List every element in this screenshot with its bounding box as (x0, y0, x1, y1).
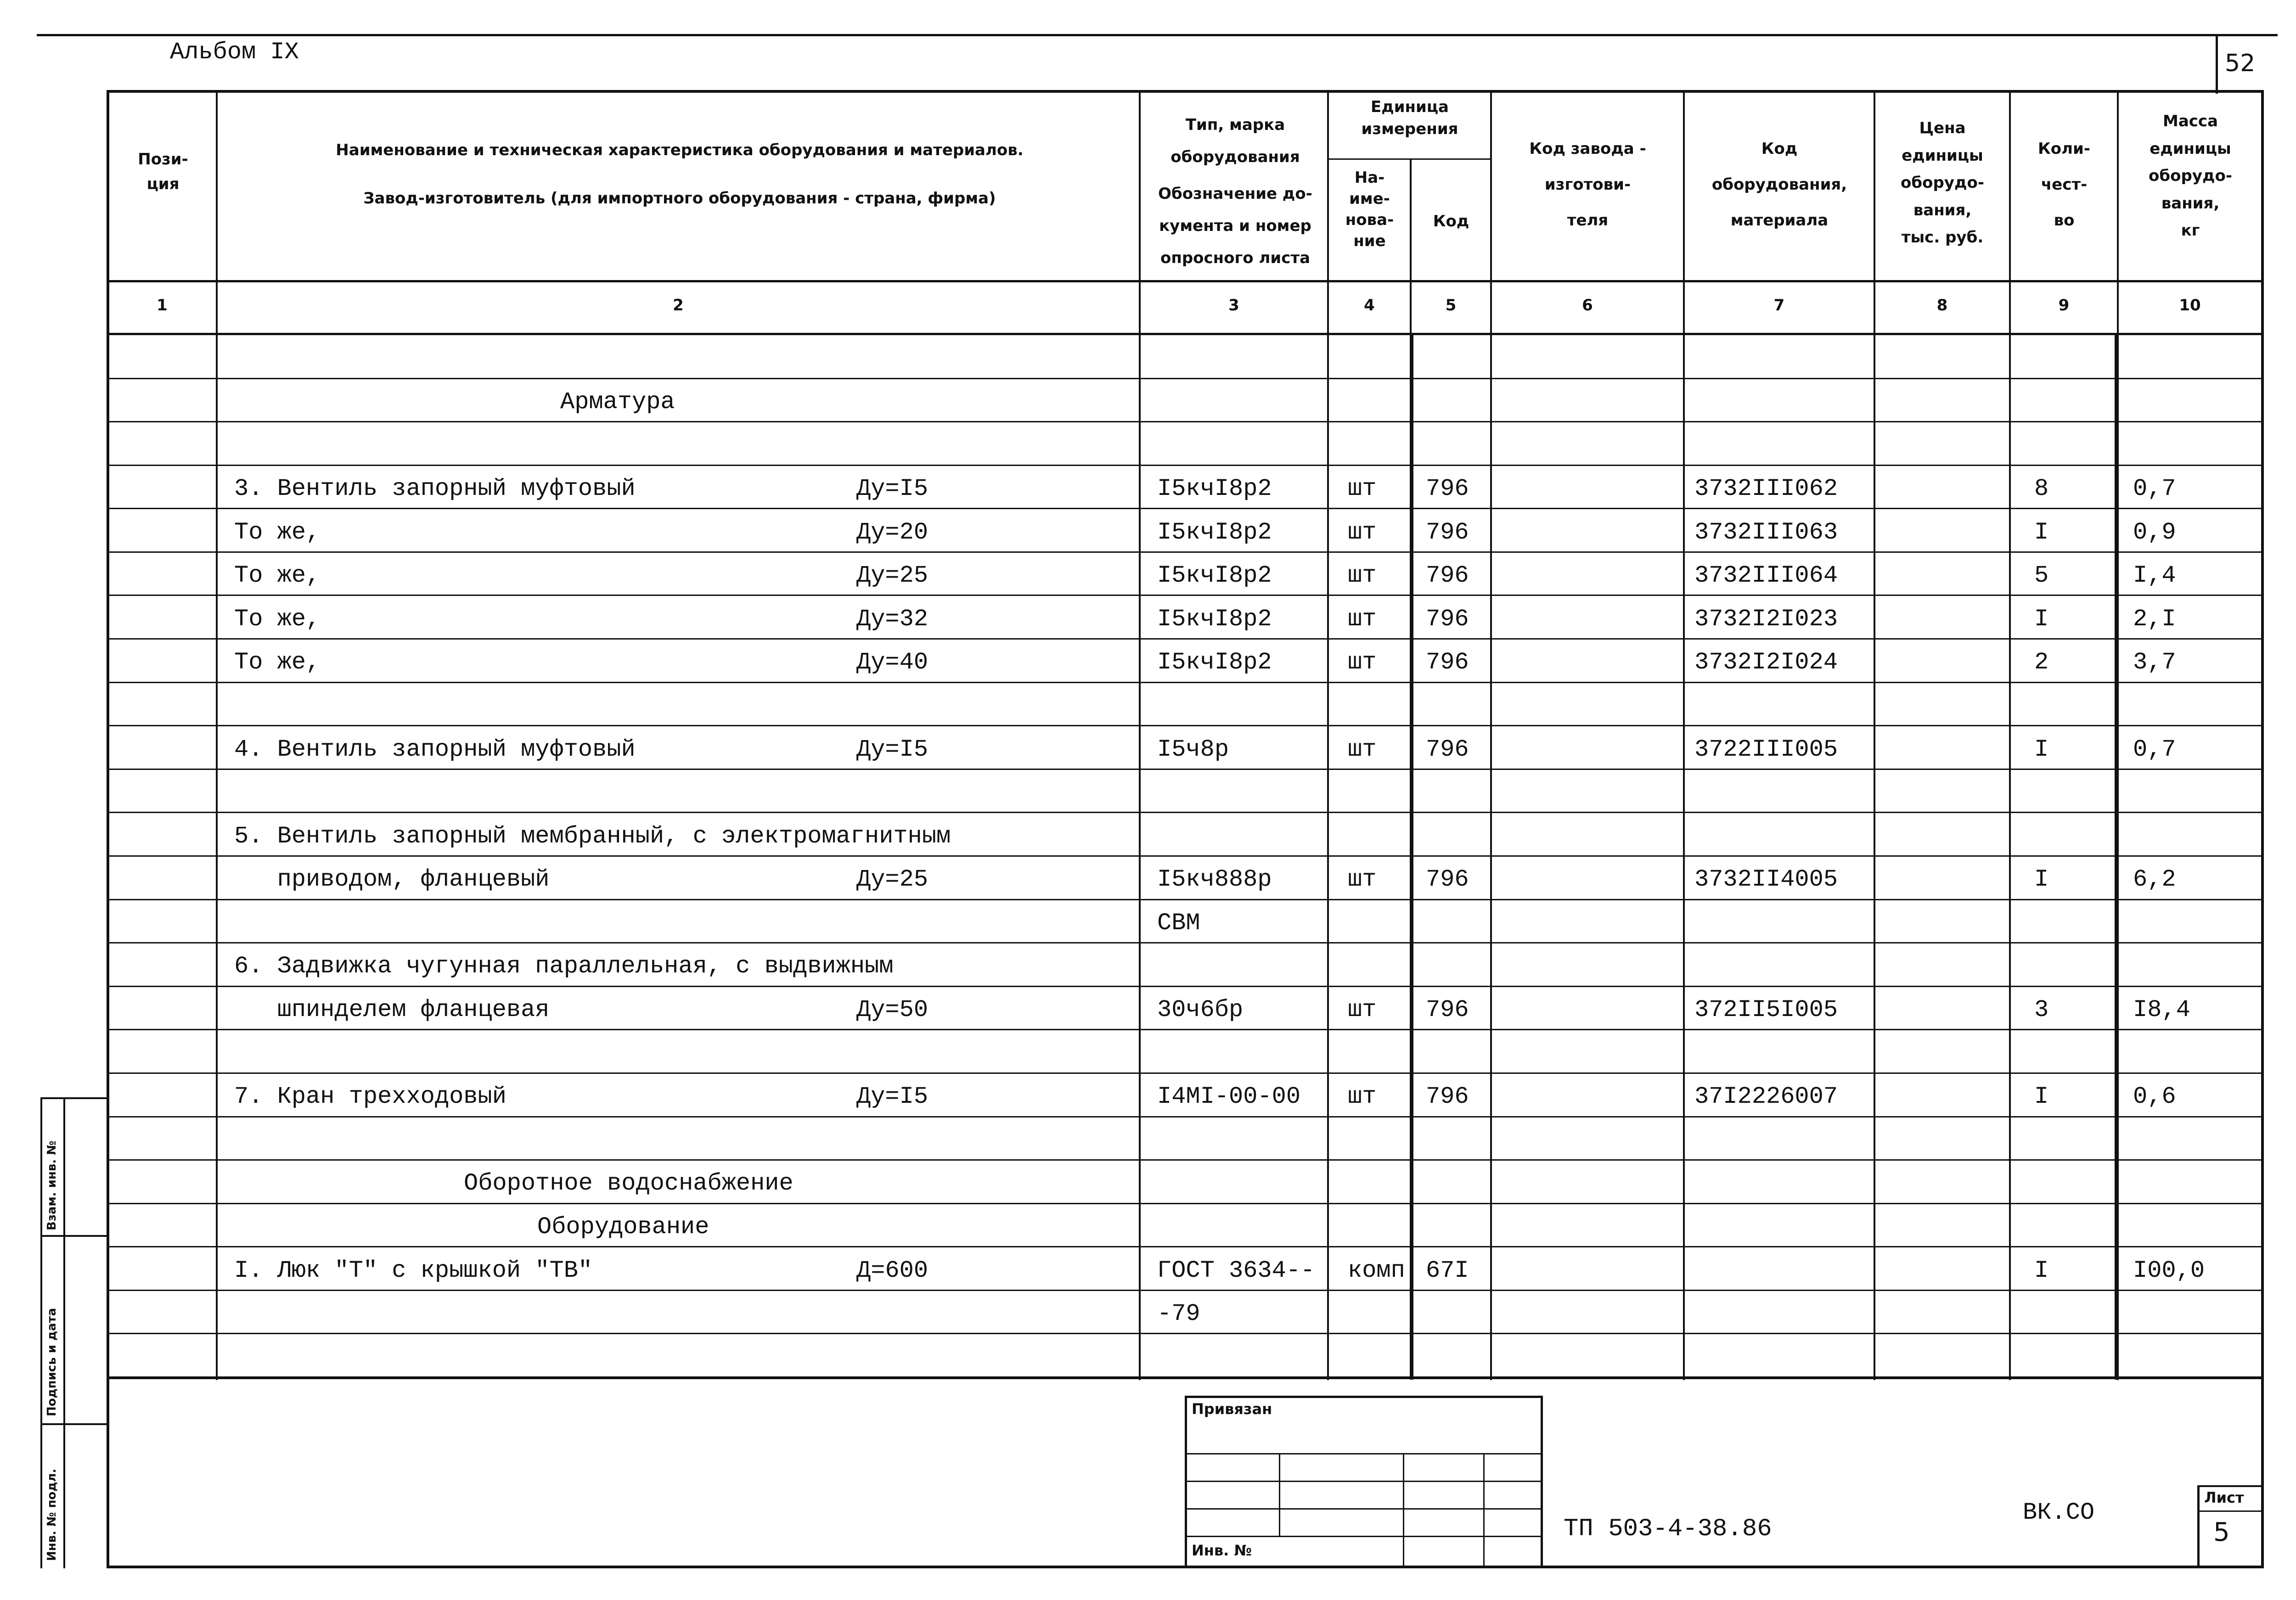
side-label-podpis: Подпись и дата (45, 1308, 59, 1416)
stamp-privyazan: Привязан (1192, 1400, 1272, 1418)
cell-qty: I (2034, 866, 2049, 893)
cell-code: 796 (1426, 649, 1469, 676)
cell-du: Ду=I5 (856, 475, 929, 502)
col-divider-6 (1683, 90, 1685, 1380)
cell-qty: I (2034, 1257, 2049, 1284)
cell-eq-code: 3732III063 (1694, 519, 1838, 546)
cell-du: Ду=I5 (856, 736, 929, 763)
cell-name: 3. Вентиль запорный муфтовый (234, 475, 636, 502)
col-divider-1 (216, 90, 218, 1380)
cell-du: Ду=25 (856, 562, 929, 589)
row-rule (107, 769, 2264, 770)
cell-mass: 0,7 (2133, 736, 2176, 763)
cell-unit: шт (1348, 649, 1377, 676)
sheet-number: 5 (2213, 1517, 2230, 1547)
header-name-line1: Наименование и техническая характеристика оборудования и материалов. (336, 141, 1024, 159)
cell-unit: шт (1348, 866, 1377, 893)
cell-du: Ду=32 (856, 606, 929, 633)
side-strip-div2 (40, 1423, 107, 1425)
cell-eq-code: 3732I2I024 (1694, 649, 1838, 676)
header-type-1: Тип, марка (1185, 116, 1285, 134)
cell-eq-code: 3732II4005 (1694, 866, 1838, 893)
colnum-1: 1 (157, 296, 168, 314)
row-rule (107, 551, 2264, 553)
row-rule (107, 1246, 2264, 1247)
row-rule (107, 942, 2264, 943)
stamp-row1 (1185, 1453, 1543, 1454)
cell-name: Арматура (560, 388, 675, 415)
cell-qty: I (2034, 736, 2049, 763)
cell-unit: шт (1348, 1083, 1377, 1110)
header-unit-code: Код (1433, 212, 1469, 230)
colnum-bottom (107, 333, 2264, 335)
cell-mass: 2,I (2133, 606, 2176, 633)
cell-qty: 5 (2034, 562, 2049, 589)
cell-code: 796 (1426, 475, 1469, 502)
cell-name: То же, (234, 519, 321, 546)
row-rule (107, 725, 2264, 726)
header-quantity: Коли- чест- во (2038, 140, 2090, 230)
cell-du: Ду=I5 (856, 1083, 929, 1110)
header-position: Пози- ция (138, 150, 188, 194)
row-rule (107, 855, 2264, 857)
page-number-divider (2216, 34, 2218, 94)
cell-type: I5кчI8р2 (1157, 475, 1272, 502)
cell-code: 796 (1426, 1083, 1469, 1110)
cell-qty: 2 (2034, 649, 2049, 676)
cell-unit: шт (1348, 606, 1377, 633)
sheet-box-left (2197, 1485, 2200, 1568)
cell-eq-code: 3732I2I023 (1694, 606, 1838, 633)
row-rule (107, 595, 2264, 596)
cell-eq-code: 372II5I005 (1694, 996, 1838, 1023)
stamp-row4 (1185, 1536, 1543, 1537)
doc-mark: ВК.СО (2023, 1499, 2095, 1526)
cell-unit: шт (1348, 475, 1377, 502)
cell-qty: 3 (2034, 996, 2049, 1023)
cell-mass: 6,2 (2133, 866, 2176, 893)
cell-code: 796 (1426, 606, 1469, 633)
cell-name: То же, (234, 606, 321, 633)
row-rule (107, 1290, 2264, 1291)
cell-name: 6. Задвижка чугунная параллельная, с выдвижным (234, 953, 894, 980)
cell-code: 67I (1426, 1257, 1469, 1284)
row-rule (107, 1203, 2264, 1204)
stamp-row2 (1185, 1481, 1543, 1482)
cell-mass: 3,7 (2133, 649, 2176, 676)
cell-name: То же, (234, 649, 321, 676)
colnum-7: 7 (1773, 296, 1785, 314)
cell-code: 796 (1426, 866, 1469, 893)
stamp-row3 (1185, 1508, 1543, 1510)
unit-group-divider (1327, 158, 1492, 160)
right-border (2261, 90, 2264, 1568)
stamp-inv-no: Инв. № (1192, 1542, 1252, 1559)
cell-mass: 0,9 (2133, 519, 2176, 546)
row-rule (107, 986, 2264, 987)
cell-unit: шт (1348, 736, 1377, 763)
row-rule (107, 421, 2264, 422)
header-type-4: кумента и номер (1159, 217, 1311, 235)
header-mass: Масса единицы оборудо- вания, кг (2149, 112, 2232, 240)
cell-unit: шт (1348, 996, 1377, 1023)
col-divider-3 (1327, 90, 1329, 1380)
row-rule (107, 508, 2264, 509)
row-rule (107, 378, 2264, 379)
cell-type: I5ч8р (1157, 736, 1229, 763)
header-unit-group: Единица измерения (1361, 98, 1458, 138)
row-rule (107, 465, 2264, 466)
row-rule (107, 1333, 2264, 1334)
cell-name: То же, (234, 562, 321, 589)
colnum-3: 3 (1228, 296, 1239, 314)
cell-du: Ду=50 (856, 996, 929, 1023)
cell-mass: I,4 (2133, 562, 2176, 589)
col-divider-8 (2009, 90, 2011, 1380)
colnum-6: 6 (1582, 296, 1593, 314)
cell-type: I5кчI8р2 (1157, 606, 1272, 633)
cell-qty: I (2034, 1083, 2049, 1110)
row-rule (107, 812, 2264, 813)
row-rule (107, 638, 2264, 640)
cell-eq-code: 3722III005 (1694, 736, 1838, 763)
header-equipment-code: Код оборудования, материала (1711, 140, 1847, 230)
cell-du: Ду=25 (856, 866, 929, 893)
header-price: Цена единицы оборудо- вания, тыс. руб. (1901, 119, 1984, 247)
cell-mass: 0,7 (2133, 475, 2176, 502)
cell-eq-code: 3732III062 (1694, 475, 1838, 502)
cell-name: 7. Кран трехходовый (234, 1083, 506, 1110)
row-rule (107, 1376, 2264, 1378)
col-divider-5 (1490, 90, 1492, 1380)
colnum-4: 4 (1364, 296, 1375, 314)
row-rule (107, 682, 2264, 683)
stamp-col3 (1483, 1453, 1485, 1568)
cell-type: -79 (1157, 1300, 1200, 1327)
header-type-2: оборудования (1171, 148, 1300, 166)
header-unit-name: На- име- нова- ние (1345, 168, 1394, 250)
header-bottom (107, 280, 2264, 282)
side-strip-div1 (40, 1235, 107, 1237)
cell-code: 796 (1426, 562, 1469, 589)
cell-code: 796 (1426, 519, 1469, 546)
stamp-col2 (1403, 1453, 1404, 1568)
cell-type: I5кч888р (1157, 866, 1272, 893)
col-divider-2 (1139, 90, 1141, 1380)
cell-type: I5кчI8р2 (1157, 519, 1272, 546)
header-name-line2: Завод-изготовитель (для импортного оборудования - страна, фирма) (363, 189, 996, 208)
top-border (37, 34, 2278, 36)
cell-type: СВМ (1157, 909, 1200, 937)
sheet-box-top (2197, 1485, 2264, 1487)
cell-qty: 8 (2034, 475, 2049, 502)
cell-name: Оборудование (537, 1213, 709, 1241)
header-type-3: Обозначение до- (1158, 185, 1312, 203)
cell-qty: I (2034, 519, 2049, 546)
cell-qty: I (2034, 606, 2049, 633)
cell-unit: шт (1348, 562, 1377, 589)
row-rule (107, 1072, 2264, 1074)
cell-type: I4MI-00-00 (1157, 1083, 1301, 1110)
col-divider-7 (1874, 90, 1875, 1380)
cell-du: Ду=20 (856, 519, 929, 546)
row-rule (107, 1029, 2264, 1030)
cell-name: 4. Вентиль запорный муфтовый (234, 736, 636, 763)
cell-unit: комп (1348, 1257, 1405, 1284)
side-label-vzam: Взам. инв. № (45, 1140, 59, 1230)
cell-code: 796 (1426, 736, 1469, 763)
cell-type: ГОСТ 3634-- (1157, 1257, 1315, 1284)
cell-mass: 0,6 (2133, 1083, 2176, 1110)
colnum-8: 8 (1936, 296, 1948, 314)
cell-du: Д=600 (856, 1257, 929, 1284)
row-rule (107, 899, 2264, 900)
colnum-5: 5 (1445, 296, 1457, 314)
cell-code: 796 (1426, 996, 1469, 1023)
row-rule (107, 1159, 2264, 1161)
cell-eq-code: 37I2226007 (1694, 1083, 1838, 1110)
header-factory-code: Код завода - изготови- теля (1529, 140, 1646, 230)
cell-mass: I00,0 (2133, 1257, 2205, 1284)
cell-eq-code: 3732III064 (1694, 562, 1838, 589)
side-strip-top (40, 1097, 107, 1099)
table-top (107, 90, 2264, 93)
stamp-col1 (1279, 1453, 1280, 1536)
cell-du: Ду=40 (856, 649, 929, 676)
cell-name: 5. Вентиль запорный мембранный, с электромагнитным (234, 823, 951, 850)
side-label-inv-podl: Инв. № подл. (45, 1468, 59, 1561)
colnum-10: 10 (2179, 296, 2201, 314)
colnum-9: 9 (2058, 296, 2070, 314)
header-type-5: опросного листа (1160, 249, 1311, 267)
colnum-2: 2 (673, 296, 684, 314)
cell-mass: I8,4 (2133, 996, 2190, 1023)
cell-name: шпинделем фланцевая (234, 996, 550, 1023)
cell-name: I. Люк "Т" с крышкой "ТВ" (234, 1257, 593, 1284)
cell-type: 30ч6бр (1157, 996, 1244, 1023)
page-number: 52 (2225, 50, 2256, 77)
cell-name: приводом, фланцевый (234, 866, 550, 893)
cell-type: I5кчI8р2 (1157, 649, 1272, 676)
cell-unit: шт (1348, 519, 1377, 546)
sheet-label: Лист (2204, 1489, 2244, 1506)
stamp-box-top (1185, 1396, 1543, 1398)
cell-name: Оборотное водоснабжение (464, 1170, 793, 1197)
row-rule (107, 1116, 2264, 1117)
side-strip-mid (63, 1097, 65, 1568)
doc-code: ТП 503-4-38.86 (1564, 1515, 1772, 1543)
album-label: Альбом IX (170, 39, 299, 66)
cell-type: I5кчI8р2 (1157, 562, 1272, 589)
side-strip-left (40, 1097, 42, 1568)
sheet-box-mid (2197, 1510, 2264, 1512)
